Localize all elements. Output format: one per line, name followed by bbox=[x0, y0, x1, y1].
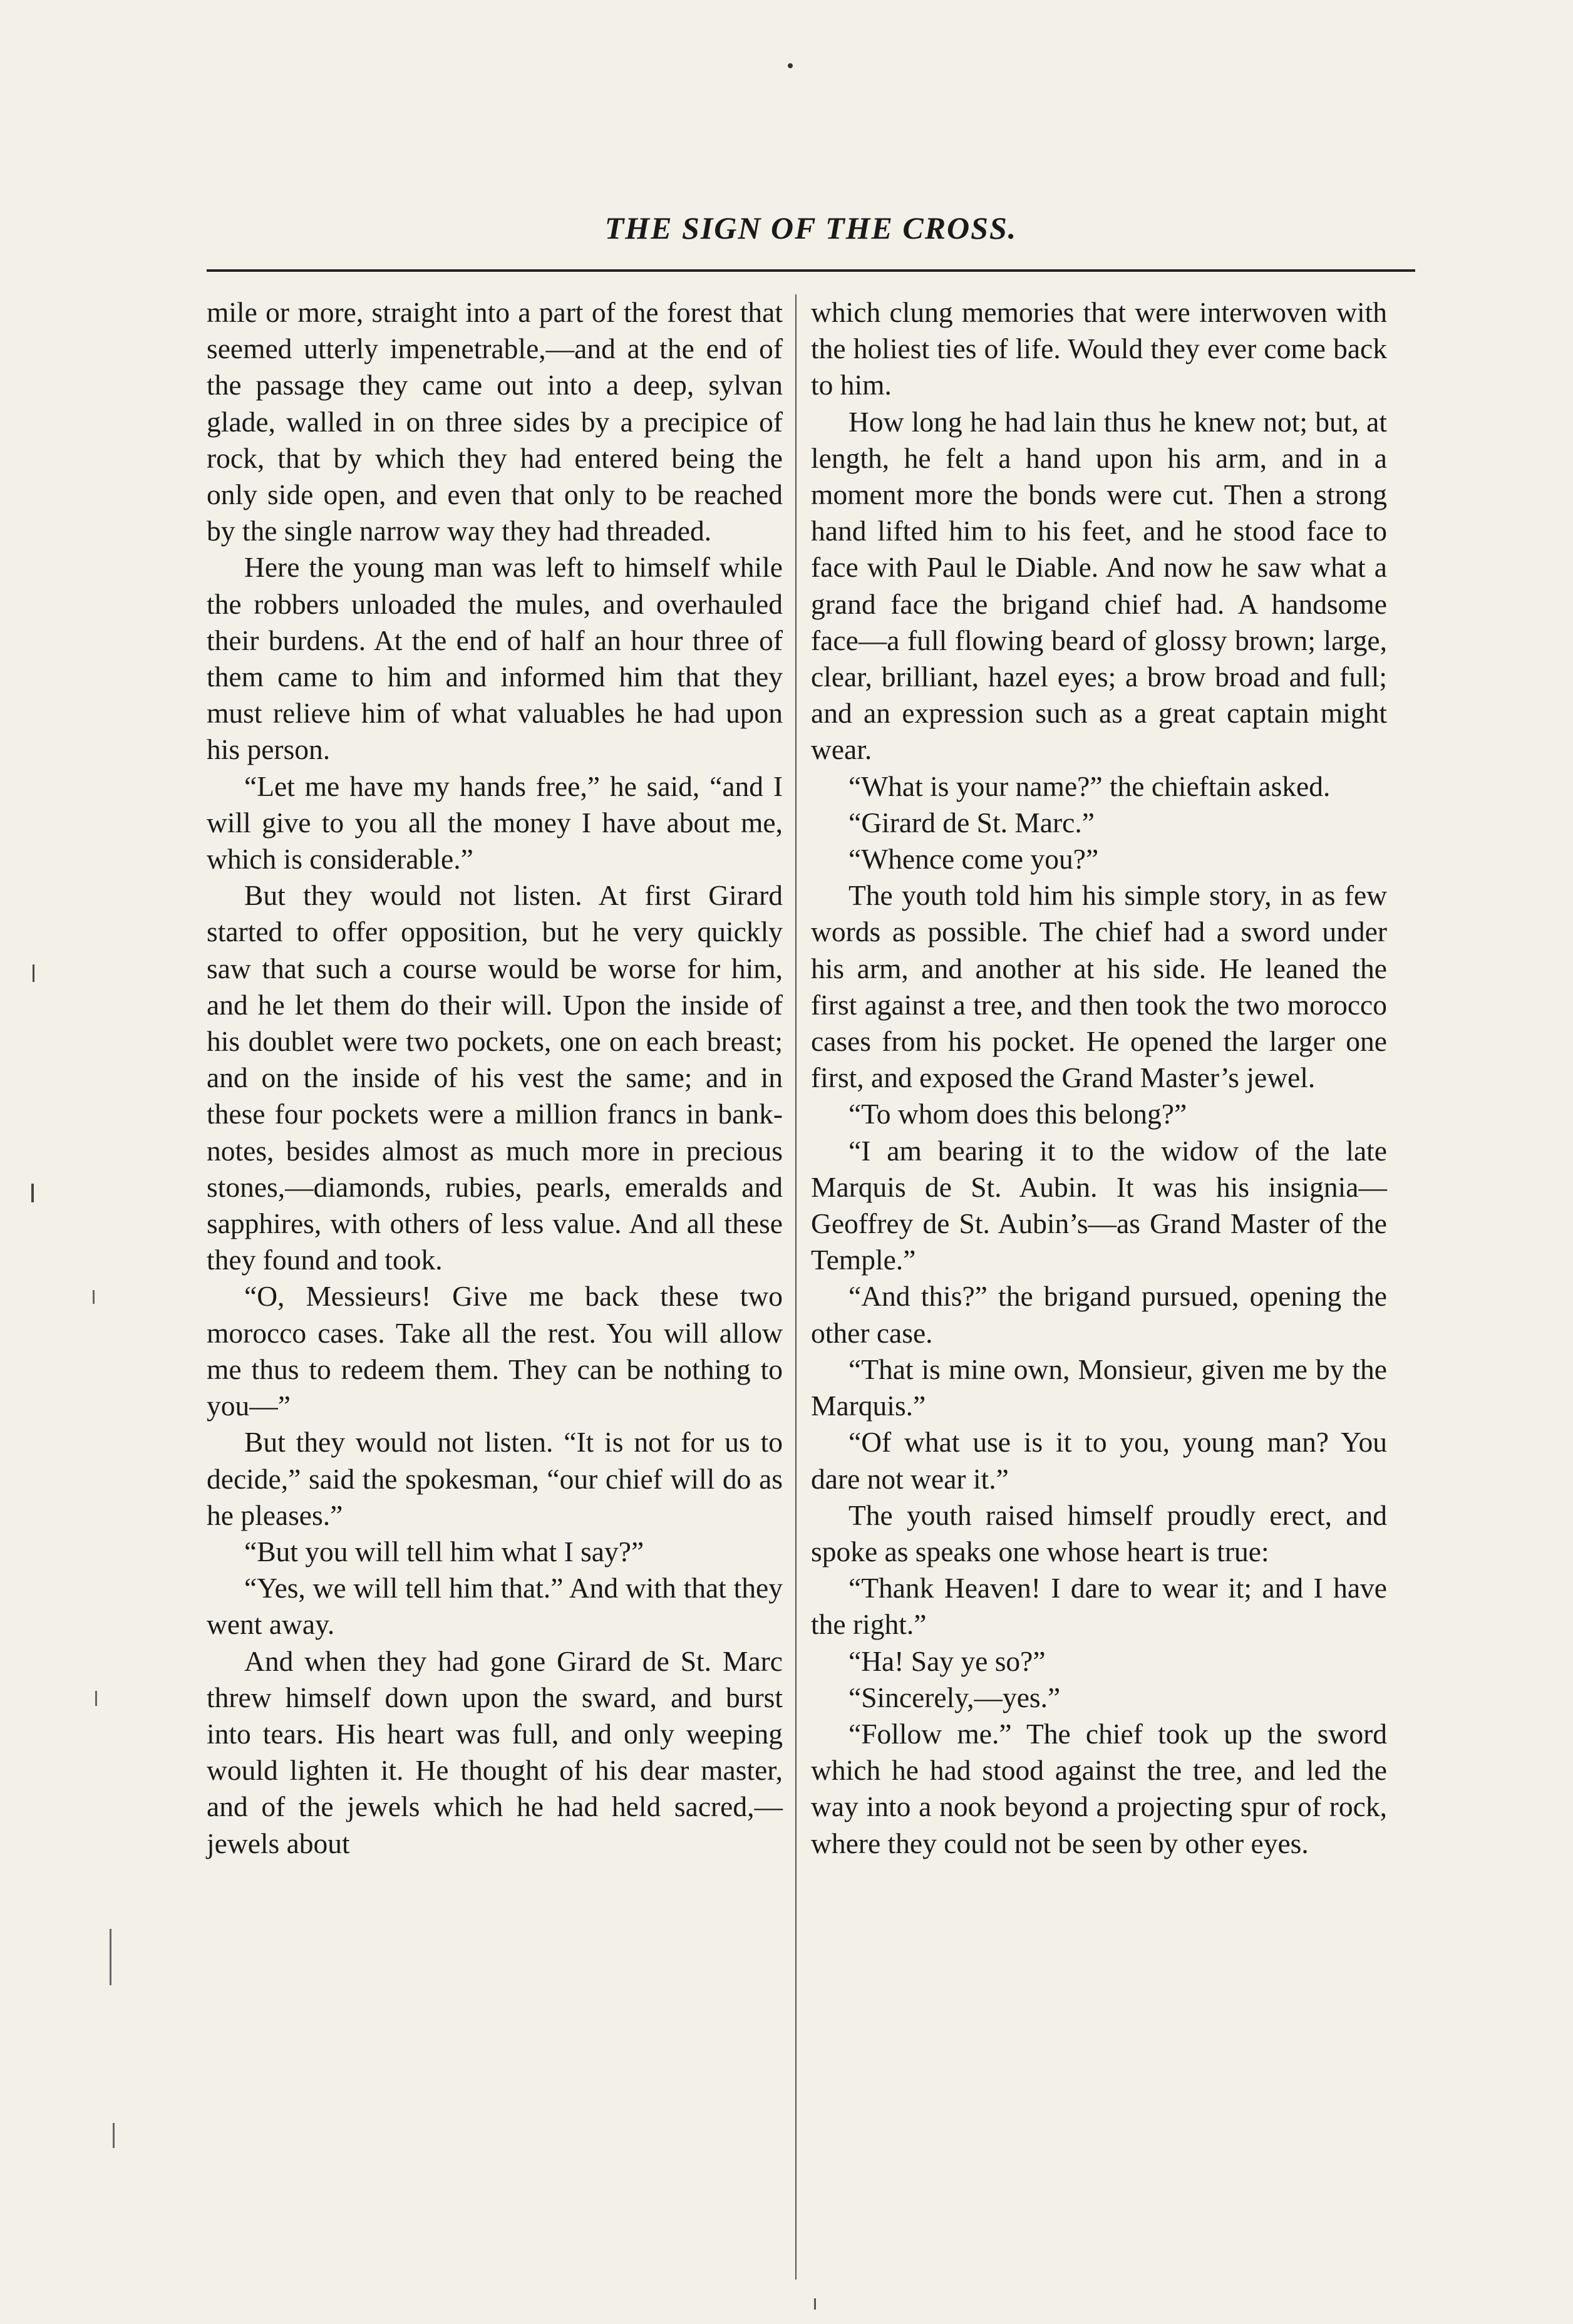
paragraph: How long he had lain thus he knew not; but, at length, he felt a hand upon his arm, and in a moment more the bonds were cut. Then a strong hand lifted him to his feet, and he stood face to face with Paul le Diable. And now he saw what a grand face the brigand chief had. A handsome face—a full flowing beard of glossy brown; large, clear, brilliant, hazel eyes; a brow broad and full; and an expression such as a great captain might wear. bbox=[811, 405, 1387, 766]
paragraph: “That is mine own, Monsieur, given me by the Marquis.” bbox=[811, 1353, 1387, 1422]
paragraph: “But you will tell him what I say?” bbox=[244, 1535, 644, 1567]
paragraph: “Sincerely,—yes.” bbox=[848, 1681, 1061, 1713]
paragraph: “Whence come you?” bbox=[848, 843, 1099, 875]
paragraph: mile or more, straight into a part of the forest that seemed utterly impenetrable,—and at the end of the passage they came out into a deep, sylvan glade, walled in on three sides by a precipice of rock, that by which they had entered being the only side open, and even that only to be reached by the single narrow way they had threaded. bbox=[207, 296, 783, 547]
paragraph: The youth raised himself proudly erect, and spoke as speaks one whose heart is true: bbox=[811, 1499, 1387, 1567]
paragraph: which clung memories that were interwoven with the holiest ties of life. Would they ever come back to him. bbox=[811, 296, 1387, 401]
paragraph: But they would not listen. “It is not for us to decide,” said the spokesman, “our chief will do as he pleases.” bbox=[207, 1426, 783, 1531]
paragraph: “Girard de St. Marc.” bbox=[848, 806, 1095, 839]
paragraph: “Ha! Say ye so?” bbox=[848, 1645, 1046, 1677]
paragraph: “I am bearing it to the widow of the late Marquis de St. Aubin. It was his insignia—Geoffrey de St. Aubin’s—as Grand Master of the Temple.” bbox=[811, 1134, 1387, 1276]
running-head: THE SIGN OF THE CROSS. bbox=[604, 210, 1018, 245]
paragraph: And when they had gone Girard de St. Marc threw himself down upon the sward, and burst into tears. His heart was full, and only weeping would lighten it. He thought of his dear master, and of the jewels which he had held sacred,—jewels about bbox=[207, 1645, 783, 1859]
paragraph: “And this?” the brigand pursued, opening the other case. bbox=[811, 1280, 1387, 1349]
paragraph: “O, Messieurs! Give me back these two morocco cases. Take all the rest. You will allow me thus to redeem them. They can be nothing to you—” bbox=[207, 1280, 783, 1422]
paragraph: The youth told him his simple story, in as few words as possible. The chief had a sword under his arm, and another at his side. He leaned the first against a tree, and then took the two morocco cases from his pocket. He opened the larger one first, and exposed the Grand Master’s jewel. bbox=[811, 879, 1387, 1094]
paragraph: But they would not listen. At first Girard started to offer opposition, but he very quickly saw that such a course would be worse for him, and he let them do their will. Upon the inside of his doublet were two pockets, one on each breast; and on the inside of his vest the same; and in these four pockets were a million francs in bank-notes, besides almost as much more in precious stones,—diamonds, rubies, pearls, emeralds and sapphires, with others of less value. And all these they found and took. bbox=[207, 879, 783, 1276]
paragraph: “Of what use is it to you, young man? You dare not wear it.” bbox=[811, 1426, 1387, 1495]
paragraph: “Follow me.” The chief took up the sword which he had stood against the tree, and led the way into a nook beyond a projecting spur of rock, where they could not be seen by other eyes. bbox=[811, 1717, 1387, 1859]
paragraph: “What is your name?” the chieftain asked. bbox=[848, 770, 1331, 802]
paragraph: “Let me have my hands free,” he said, “and I will give to you all the money I have about me, which is considerable.” bbox=[207, 770, 783, 875]
paragraph: “Yes, we will tell him that.” And with that they went away. bbox=[207, 1572, 783, 1641]
paragraph: Here the young man was left to himself while the robbers unloaded the mules, and overhauled their burdens. At the end of half an hour three of them came to him and informed him that they must relieve him of what valuables he had upon his person. bbox=[207, 551, 783, 766]
paragraph: “To whom does this belong?” bbox=[848, 1098, 1187, 1130]
paragraph: “Thank Heaven! I dare to wear it; and I have the right.” bbox=[811, 1572, 1387, 1641]
